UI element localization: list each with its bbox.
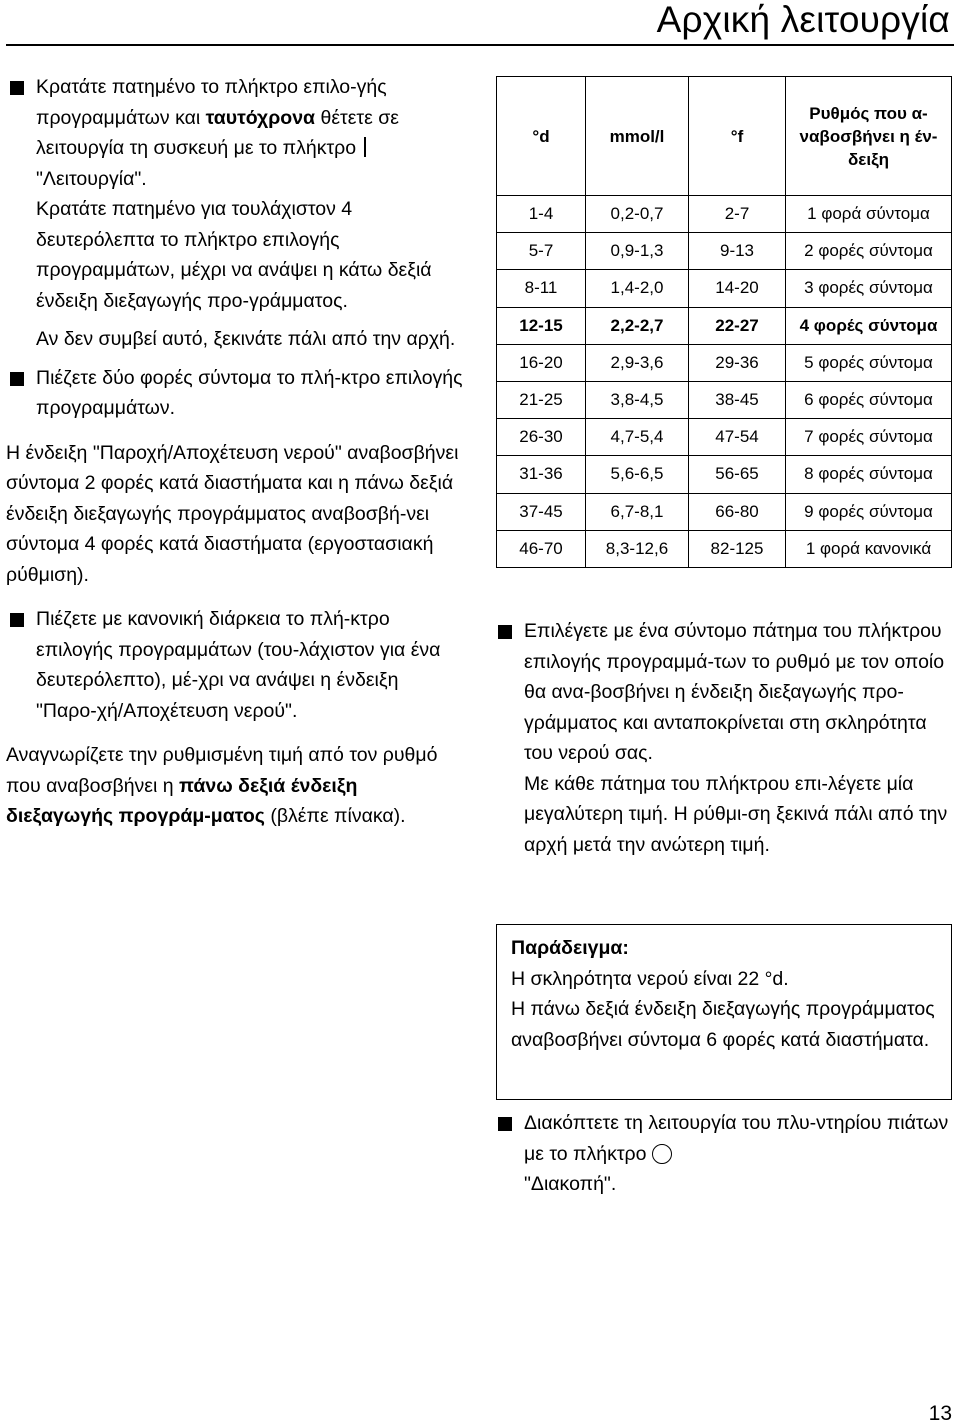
example-title: Παράδειγμα: — [511, 937, 629, 959]
table-row — [497, 344, 952, 381]
table-header-cell: °d — [497, 77, 586, 196]
para-text: Αναγνωρίζετε την ρυθμισμένη τιμή από τον ρυθμό που αναβοσβήνει η — [6, 744, 438, 797]
step-note: Αν δεν συμβεί αυτό, ξεκινάτε πάλι από την αρχή. — [36, 328, 456, 350]
table-cell: 3 φορές σύντομα — [786, 270, 952, 307]
table-header-row — [497, 77, 952, 196]
step-text: "Λειτουργία". — [36, 167, 147, 190]
table-cell: 8,3-12,6 — [586, 530, 689, 567]
para-text: (βλέπε πίνακα). — [264, 805, 406, 827]
table-cell: 46-70 — [497, 530, 586, 567]
bullet-square-icon — [10, 613, 24, 627]
example-line: Η πάνω δεξιά ένδειξη διεξαγωγής προγράμματος αναβοσβήνει σύντομα 6 φορές κατά διαστήματα. — [511, 998, 935, 1051]
bullet-square-icon — [10, 81, 24, 95]
step-text: Κρατάτε πατημένο το πλήκτρο επιλο-γής προγραμμάτων και — [36, 76, 387, 129]
left-column — [6, 72, 464, 832]
step-press-twice — [6, 363, 464, 424]
right-column — [494, 616, 952, 860]
table-header-cell: Ρυθμός που α-ναβοσβήνει η έν-δειξη — [786, 77, 952, 196]
example-line: Η σκληρότητα νερού είναι 22 °d. — [511, 967, 789, 990]
step-text: Με κάθε πάτημα του πλήκτρου επι-λέγετε μία μεγαλύτερη τιμή. Η ρύθμι-ση ξεκινά πάλι από την αρχή μετά την ανώτερη τιμή. — [524, 772, 948, 856]
table-cell: 1,4-2,0 — [586, 270, 689, 307]
recognize-value-paragraph — [6, 740, 464, 832]
step-text: "Διακοπή". — [524, 1173, 617, 1195]
power-key-icon — [364, 137, 366, 157]
header-rule — [6, 44, 954, 46]
table-cell: 4 φορές σύντομα — [786, 307, 952, 344]
table-cell: 1 φορά σύντομα — [786, 196, 952, 233]
table-header-cell: mmol/l — [586, 77, 689, 196]
table-cell: 0,9-1,3 — [586, 233, 689, 270]
table-cell: 8-11 — [497, 270, 586, 307]
step-stop-dishwasher — [494, 1108, 952, 1200]
table-cell: 5-7 — [497, 233, 586, 270]
table-cell: 6,7-8,1 — [586, 493, 689, 530]
table-cell: 26-30 — [497, 419, 586, 456]
table-row — [497, 493, 952, 530]
step-emphasis: ταυτόχρονα — [205, 106, 316, 129]
table-header-cell: °f — [689, 77, 786, 196]
step-text: Επιλέγετε με ένα σύντομο πάτημα του πλήκτρου επιλογής προγραμμά-των το ρυθμό με τον οποίο θα ανα-βοσβήνει η ένδειξη διεξαγωγής προ-γράμματος και ανταποκρίνεται στη σκληρότητα του νερού σας. — [524, 620, 945, 764]
example-box — [496, 924, 952, 1100]
stop-button-icon — [652, 1144, 672, 1164]
table-cell: 38-45 — [689, 381, 786, 418]
table-cell: 9-13 — [689, 233, 786, 270]
table-cell: 1 φορά κανονικά — [786, 530, 952, 567]
step-press-program-key-and-power — [6, 72, 464, 355]
table-cell: 3,8-4,5 — [586, 381, 689, 418]
para-emphasis: πάνω δεξιά ένδειξη διεξαγωγής προγράμ-ματος — [6, 774, 358, 827]
bullet-square-icon — [10, 372, 24, 386]
table-row — [497, 307, 952, 344]
table-cell: 2,2-2,7 — [586, 307, 689, 344]
bullet-square-icon — [498, 1117, 512, 1131]
table-cell: 21-25 — [497, 381, 586, 418]
step-text: θέτετε σε λειτουργία τη συσκευή με το πλήκτρο — [36, 106, 399, 159]
step-detail: Κρατάτε πατημένο για τουλάχιστον 4 δευτερόλεπτα το πλήκτρο επιλογής προγραμμάτων, μέχρι να ανάψει η κάτω δεξιά ένδειξη διεξαγωγής προ-γράμματος. — [36, 198, 432, 312]
table-row — [497, 196, 952, 233]
table-cell: 47-54 — [689, 419, 786, 456]
water-hardness-table — [496, 76, 952, 568]
table-cell: 8 φορές σύντομα — [786, 456, 952, 493]
page-number: 13 — [928, 1402, 952, 1425]
table-cell: 29-36 — [689, 344, 786, 381]
table-cell: 0,2-0,7 — [586, 196, 689, 233]
page-title: Αρχική λειτουργία — [656, 0, 950, 40]
table-row — [497, 419, 952, 456]
table-cell: 5 φορές σύντομα — [786, 344, 952, 381]
table-body — [497, 196, 952, 568]
table-cell: 2 φορές σύντομα — [786, 233, 952, 270]
table-cell: 31-36 — [497, 456, 586, 493]
table-row — [497, 270, 952, 307]
table-cell: 16-20 — [497, 344, 586, 381]
table-cell: 1-4 — [497, 196, 586, 233]
table-cell: 66-80 — [689, 493, 786, 530]
table-cell: 4,7-5,4 — [586, 419, 689, 456]
table-cell: 9 φορές σύντομα — [786, 493, 952, 530]
table-cell: 22-27 — [689, 307, 786, 344]
step-text: Πιέζετε με κανονική διάρκεια το πλή-κτρο επιλογής προγραμμάτων (του-λάχιστον για ένα δευτερόλεπτο), μέ-χρι να ανάψει η ένδειξη "Παρο-χή/Αποχέτευση νερού". — [36, 608, 441, 722]
step-text: Πιέζετε δύο φορές σύντομα το πλή-κτρο επιλογής προγραμμάτων. — [36, 366, 463, 419]
step-text: Διακόπτετε τη λειτουργία του πλυ-ντηρίου πιάτων με το πλήκτρο — [524, 1112, 949, 1165]
table-cell: 2-7 — [689, 196, 786, 233]
table-row — [497, 456, 952, 493]
table-row — [497, 530, 952, 567]
table-row — [497, 381, 952, 418]
table-cell: 5,6-6,5 — [586, 456, 689, 493]
indicator-description: Η ένδειξη "Παροχή/Αποχέτευση νερού" αναβοσβήνει σύντομα 2 φορές κατά διαστήματα και η πάνω δεξιά ένδειξη διεξαγωγής προγράμματος αναβοσβή-νει σύντομα 4 φορές κατά διαστήματα (εργοστασιακή ρύθμιση). — [6, 441, 459, 586]
table-cell: 7 φορές σύντομα — [786, 419, 952, 456]
step-press-normal-duration — [6, 604, 464, 726]
table-cell: 6 φορές σύντομα — [786, 381, 952, 418]
table-cell: 12-15 — [497, 307, 586, 344]
right-column-bottom — [494, 1108, 952, 1200]
table-cell: 2,9-3,6 — [586, 344, 689, 381]
table-row — [497, 233, 952, 270]
table-cell: 82-125 — [689, 530, 786, 567]
table-cell: 56-65 — [689, 456, 786, 493]
bullet-square-icon — [498, 625, 512, 639]
table-cell: 14-20 — [689, 270, 786, 307]
table-cell: 37-45 — [497, 493, 586, 530]
step-select-rate — [494, 616, 952, 860]
